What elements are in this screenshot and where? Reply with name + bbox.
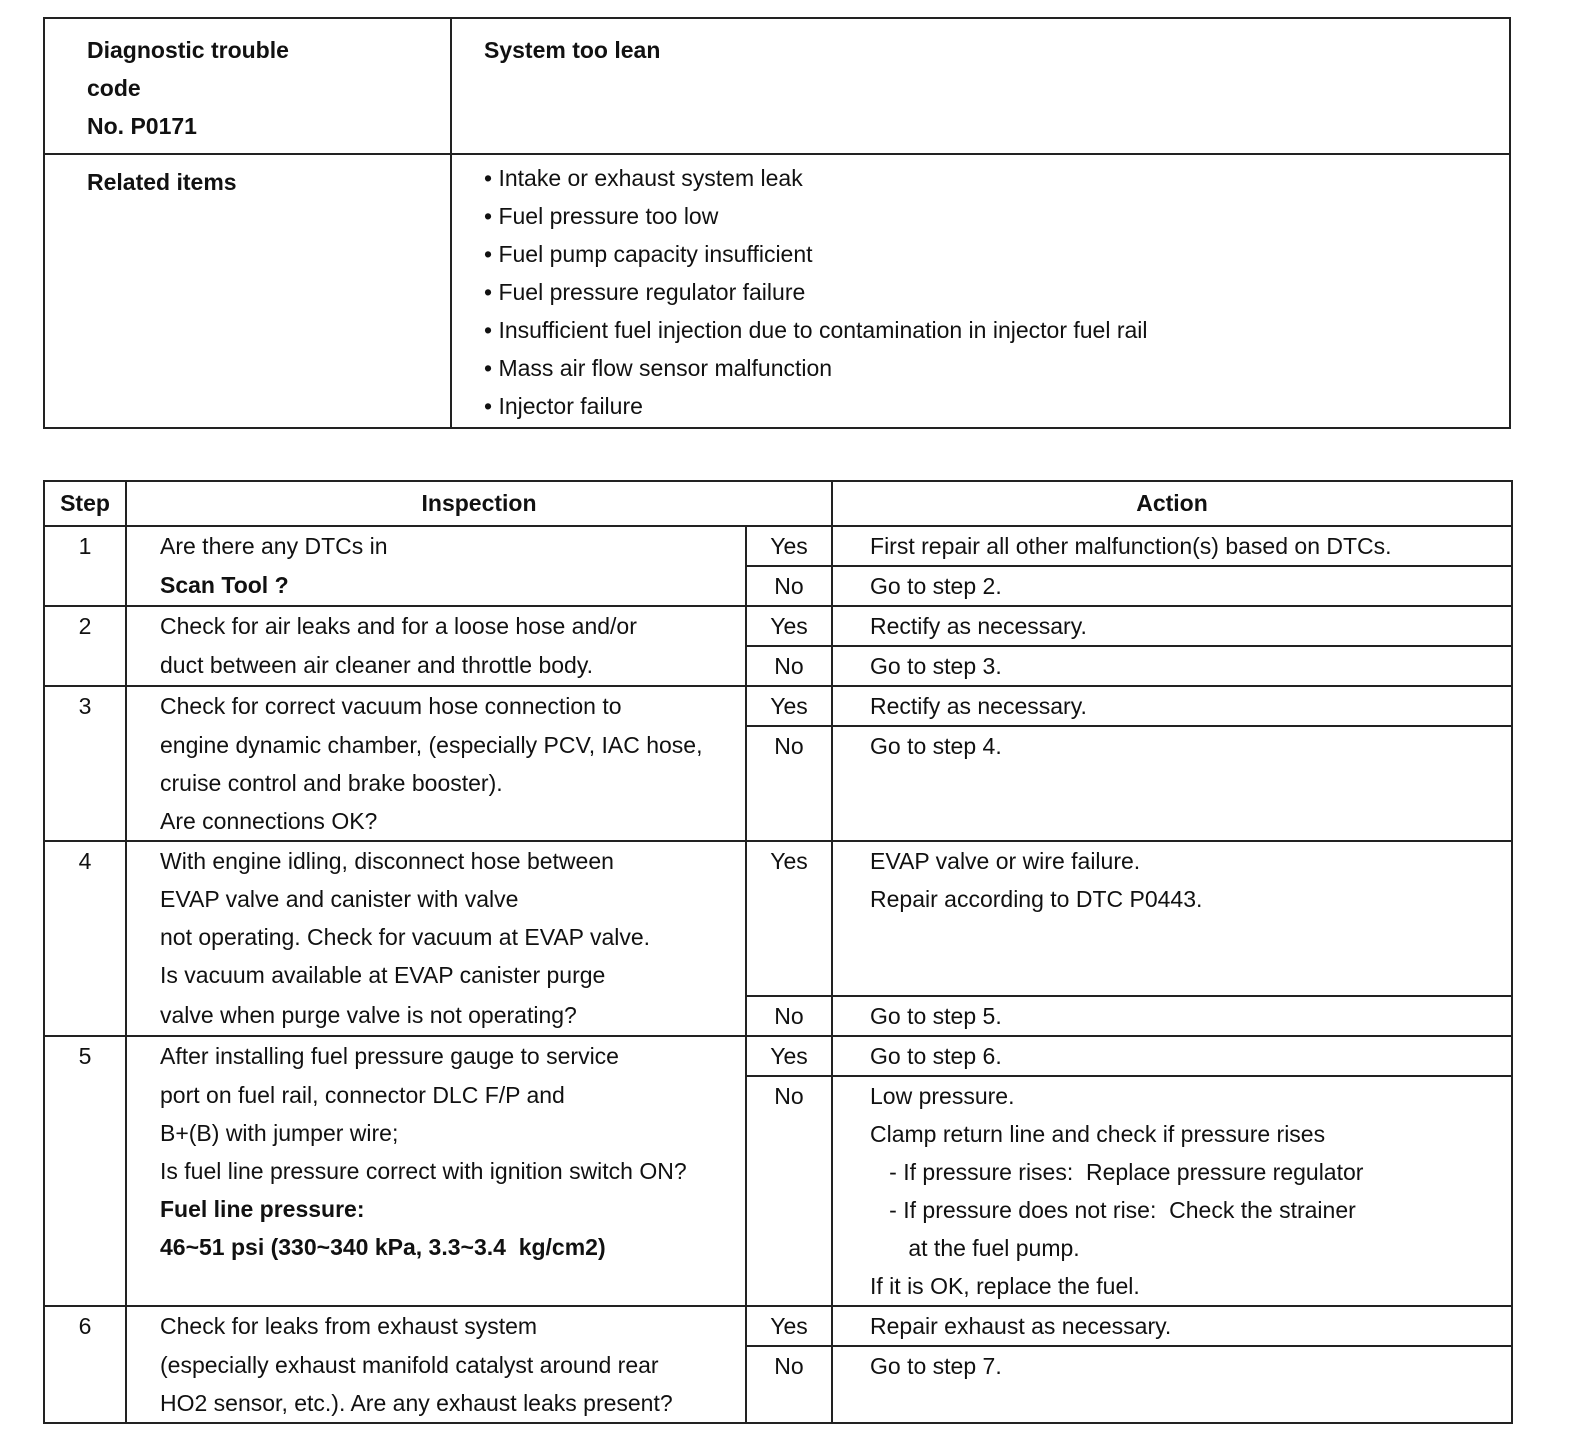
- dtc-value-cell: [451, 18, 1510, 154]
- inspection-text: [126, 726, 746, 841]
- text-line: - If pressure rises: Replace pressure regulator: [870, 1159, 1364, 1185]
- inspection-text: [126, 996, 746, 1036]
- related-item: • Fuel pressure too low: [484, 197, 1509, 235]
- text-line: Go to step 2.: [870, 573, 1002, 599]
- text-line: EVAP valve or wire failure.: [870, 848, 1141, 874]
- col-header-step: Step: [44, 481, 126, 526]
- text-line: duct between air cleaner and throttle body.: [160, 652, 594, 678]
- related-label-cell: [44, 154, 451, 428]
- yes-label: Yes: [746, 686, 832, 726]
- dtc-label-line: code: [87, 75, 141, 101]
- text-line: (especially exhaust manifold catalyst around rear: [160, 1352, 659, 1378]
- no-action: [832, 726, 1512, 841]
- text-line: After installing fuel pressure gauge to service: [160, 1043, 619, 1069]
- related-items-list: [484, 159, 1509, 425]
- step-row-yes: [44, 686, 1512, 726]
- yes-label: Yes: [746, 1036, 832, 1076]
- no-action: [832, 996, 1512, 1036]
- yes-action: [832, 841, 1512, 996]
- no-label: No: [746, 726, 832, 841]
- step-row-yes: [44, 1036, 1512, 1076]
- related-item: • Intake or exhaust system leak: [484, 159, 1509, 197]
- inspection-text: [126, 1346, 746, 1423]
- text-line: Rectify as necessary.: [870, 613, 1087, 639]
- dtc-label-line: Diagnostic trouble: [87, 37, 289, 63]
- text-line: EVAP valve and canister with valve: [160, 886, 519, 912]
- step-row-no: [44, 566, 1512, 606]
- yes-action: [832, 1306, 1512, 1346]
- step-row-no: [44, 996, 1512, 1036]
- text-line: Clamp return line and check if pressure rises: [870, 1121, 1326, 1147]
- related-item: • Mass air flow sensor malfunction: [484, 349, 1509, 387]
- related-label: Related items: [87, 169, 237, 195]
- yes-action: [832, 686, 1512, 726]
- inspection-text: [126, 1076, 746, 1306]
- yes-action: [832, 1036, 1512, 1076]
- no-label: No: [746, 646, 832, 686]
- text-line: Check for air leaks and for a loose hose and/or: [160, 613, 637, 639]
- dtc-code: No. P0171: [87, 113, 197, 139]
- dtc-label-cell: [44, 18, 451, 154]
- text-line: Go to step 4.: [870, 733, 1002, 759]
- text-line: Is vacuum available at EVAP canister purge: [160, 962, 606, 988]
- step-row-yes: [44, 1306, 1512, 1346]
- text-line: Scan Tool ?: [160, 572, 289, 598]
- text-line: engine dynamic chamber, (especially PCV, IAC hose,: [160, 732, 703, 758]
- yes-label: Yes: [746, 606, 832, 646]
- text-line: Check for leaks from exhaust system: [160, 1313, 538, 1339]
- step-row-no: [44, 726, 1512, 841]
- related-item: • Insufficient fuel injection due to contamination in injector fuel rail: [484, 311, 1509, 349]
- col-header-inspection: Inspection: [126, 481, 832, 526]
- related-item: • Fuel pressure regulator failure: [484, 273, 1509, 311]
- text-line: Go to step 7.: [870, 1353, 1002, 1379]
- yes-action: [832, 606, 1512, 646]
- step-number: 3: [44, 686, 126, 841]
- text-line: Go to step 3.: [870, 653, 1002, 679]
- dtc-row: [44, 18, 1510, 154]
- no-label: No: [746, 996, 832, 1036]
- text-line: If it is OK, replace the fuel.: [870, 1273, 1140, 1299]
- text-line: B+(B) with jumper wire;: [160, 1120, 399, 1146]
- yes-label: Yes: [746, 841, 832, 996]
- text-line: not operating. Check for vacuum at EVAP valve.: [160, 924, 651, 950]
- no-action: [832, 566, 1512, 606]
- dtc-title: System too lean: [484, 37, 661, 63]
- text-line: Check for correct vacuum hose connection to: [160, 693, 622, 719]
- text-line: First repair all other malfunction(s) based on DTCs.: [870, 533, 1392, 559]
- inspection-steps-table: [43, 480, 1513, 1424]
- step-row-yes: [44, 526, 1512, 566]
- step-row-no: [44, 646, 1512, 686]
- inspection-text: [126, 1306, 746, 1346]
- no-label: No: [746, 1346, 832, 1423]
- text-line: cruise control and brake booster).: [160, 770, 503, 796]
- text-line: 46~51 psi (330~340 kPa, 3.3~3.4 kg/cm2): [160, 1234, 606, 1260]
- text-line: Go to step 6.: [870, 1043, 1002, 1069]
- no-action: [832, 1076, 1512, 1306]
- text-line: Low pressure.: [870, 1083, 1015, 1109]
- text-line: Fuel line pressure:: [160, 1196, 365, 1222]
- text-line: port on fuel rail, connector DLC F/P and: [160, 1082, 565, 1108]
- no-label: No: [746, 1076, 832, 1306]
- inspection-text: [126, 526, 746, 566]
- step-row-no: [44, 1076, 1512, 1306]
- text-line: Are connections OK?: [160, 808, 378, 834]
- step-row-no: [44, 1346, 1512, 1423]
- step-row-yes: [44, 841, 1512, 996]
- no-action: [832, 1346, 1512, 1423]
- step-number: 4: [44, 841, 126, 1036]
- inspection-text: [126, 606, 746, 646]
- text-line: With engine idling, disconnect hose between: [160, 848, 614, 874]
- text-line: at the fuel pump.: [870, 1235, 1080, 1261]
- text-line: Repair according to DTC P0443.: [870, 886, 1203, 912]
- step-number: 5: [44, 1036, 126, 1306]
- text-line: Is fuel line pressure correct with ignition switch ON?: [160, 1158, 687, 1184]
- no-label: No: [746, 566, 832, 606]
- text-line: valve when purge valve is not operating?: [160, 1002, 577, 1028]
- inspection-text: [126, 686, 746, 726]
- text-line: Are there any DTCs in: [160, 533, 388, 559]
- text-line: Go to step 5.: [870, 1003, 1002, 1029]
- yes-action: [832, 526, 1512, 566]
- step-row-yes: [44, 606, 1512, 646]
- text-line: - If pressure does not rise: Check the strainer: [870, 1197, 1356, 1223]
- text-line: Repair exhaust as necessary.: [870, 1313, 1172, 1339]
- no-action: [832, 646, 1512, 686]
- steps-body: [44, 526, 1512, 1423]
- dtc-header-table: [43, 17, 1511, 429]
- yes-label: Yes: [746, 526, 832, 566]
- related-item: • Fuel pump capacity insufficient: [484, 235, 1509, 273]
- text-line: Rectify as necessary.: [870, 693, 1087, 719]
- inspection-text: [126, 1036, 746, 1076]
- related-item: • Injector failure: [484, 387, 1509, 425]
- text-line: HO2 sensor, etc.). Are any exhaust leaks present?: [160, 1390, 673, 1416]
- step-number: 1: [44, 526, 126, 606]
- related-items-row: [44, 154, 1510, 428]
- table-header-row: [44, 481, 1512, 526]
- related-items-cell: [451, 154, 1510, 428]
- step-number: 6: [44, 1306, 126, 1423]
- inspection-text: [126, 841, 746, 996]
- yes-label: Yes: [746, 1306, 832, 1346]
- inspection-text: [126, 566, 746, 606]
- col-header-action: Action: [832, 481, 1512, 526]
- inspection-text: [126, 646, 746, 686]
- step-number: 2: [44, 606, 126, 686]
